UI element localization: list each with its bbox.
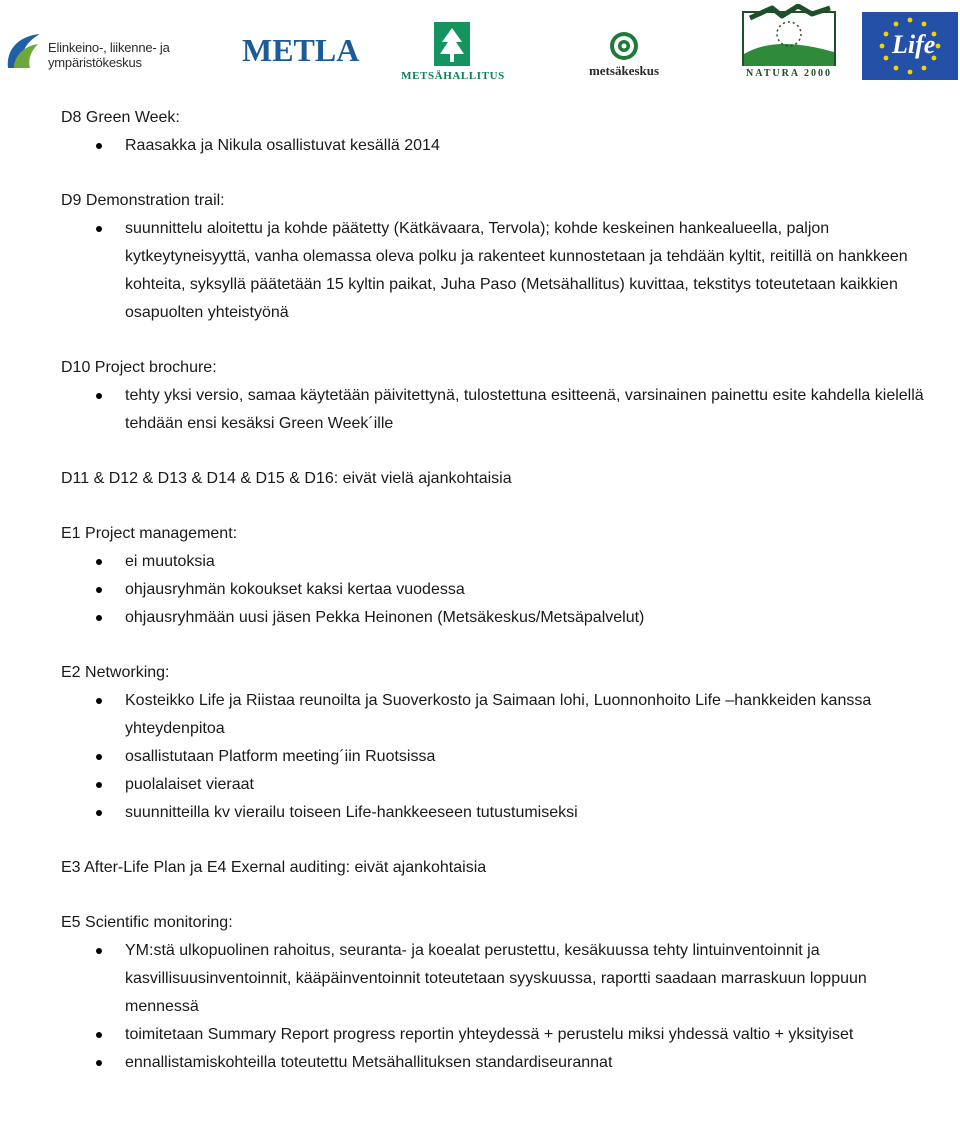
metla-logo: METLA (242, 32, 360, 68)
list-item: tehty yksi versio, samaa käytetään päivitettynä, tulostettuna esitteenä, varsinainen painettu esite kahdella kielellä tehdään ensi kesäksi Green Week´ille (61, 382, 941, 438)
list-item: ohjausryhmään uusi jäsen Pekka Heinonen (Metsäkeskus/Metsäpalvelut) (61, 604, 941, 632)
bullet-list (61, 132, 941, 160)
section (61, 104, 941, 160)
metsakeskus-text: metsäkeskus (588, 63, 660, 78)
ely-logo-line2: ympäristökeskus (48, 55, 142, 70)
section (61, 187, 941, 327)
list-item: YM:stä ulkopuolinen rahoitus, seuranta- ja koealat perustettu, kesäkuussa tehty lintuinventoinnit ja kasvillisuusinventoinnit, kääpäinventoinnit toteutetaan syyskuussa, raportti saadaan marraskuun loppuun mennessä (61, 937, 941, 1021)
logo-bar (0, 0, 960, 90)
section (61, 520, 941, 632)
section (61, 354, 941, 438)
list-item: Kosteikko Life ja Riistaa reunoilta ja Suoverkosto ja Saimaan lohi, Luonnonhoito Life –hankkeiden kanssa yhteydenpitoa (61, 687, 941, 743)
ely-logo-line1: Elinkeino-, liikenne- ja (48, 40, 170, 55)
section-heading: D8 Green Week: (61, 109, 180, 126)
list-item: ennallistamiskohteilla toteutettu Metsähallituksen standardiseurannat (61, 1049, 941, 1077)
natura-2000-logo (742, 4, 836, 82)
list-item: suunnitteilla kv vierailu toiseen Life-hankkeeseen tutustumiseksi (61, 799, 941, 827)
section-heading: E1 Project management: (61, 525, 238, 542)
bullet-list (61, 382, 941, 438)
list-item: toimitetaan Summary Report progress reportin yhteydessä + perustelu miksi yhdessä valtio + yksityiset (61, 1021, 941, 1049)
life-text: Life (892, 30, 936, 59)
section-heading: E3 After-Life Plan ja E4 Exernal auditing: eivät ajankohtaisia (61, 859, 487, 876)
section-heading: D10 Project brochure: (61, 359, 217, 376)
natura-text: NATURA 2000 (746, 68, 832, 79)
natura-emblem-icon (742, 4, 836, 66)
metsahallitus-text: METSÄHALLITUS (401, 70, 505, 82)
section-heading: D11 & D12 & D13 & D14 & D15 & D16: eivät vielä ajankohtaisia (61, 470, 512, 487)
list-item: suunnittelu aloitettu ja kohde päätetty (Kätkävaara, Tervola); kohde keskeinen hankealueella, paljon kytkeytyneisyyttä, vanha olemassa oleva polku ja rakenteet kunnostetaan ja tehdään kyltit, reitillä on hankkeen kohteita, syksyllä päätetään 15 kyltin paikat, Juha Paso (Metsähallitus) kuvittaa, tekstitys toteutetaan kaikkien osapuolten yhteistyönä (61, 215, 941, 327)
list-item: Raasakka ja Nikula osallistuvat kesällä 2014 (61, 132, 941, 160)
section (61, 854, 941, 882)
ely-logo (4, 30, 174, 76)
tree-emblem-icon (398, 20, 508, 70)
section-heading: E5 Scientific monitoring: (61, 914, 233, 931)
list-item: osallistutaan Platform meeting´iin Ruotsissa (61, 743, 941, 771)
section (61, 465, 941, 493)
section-heading: D9 Demonstration trail: (61, 192, 225, 209)
document-body (61, 104, 941, 1104)
metsahallitus-logo (398, 20, 508, 82)
section (61, 909, 941, 1077)
list-item: puolalaiset vieraat (61, 771, 941, 799)
list-item: ohjausryhmän kokoukset kaksi kertaa vuodessa (61, 576, 941, 604)
target-emblem-icon (572, 30, 676, 64)
bullet-list (61, 687, 941, 827)
list-item: ei muutoksia (61, 548, 941, 576)
metsakeskus-logo (572, 30, 676, 82)
ely-emblem-icon (4, 30, 44, 72)
eu-life-logo (862, 12, 958, 80)
bullet-list (61, 215, 941, 327)
bullet-list (61, 548, 941, 632)
section (61, 659, 941, 827)
bullet-list (61, 937, 941, 1077)
section-heading: E2 Networking: (61, 664, 170, 681)
